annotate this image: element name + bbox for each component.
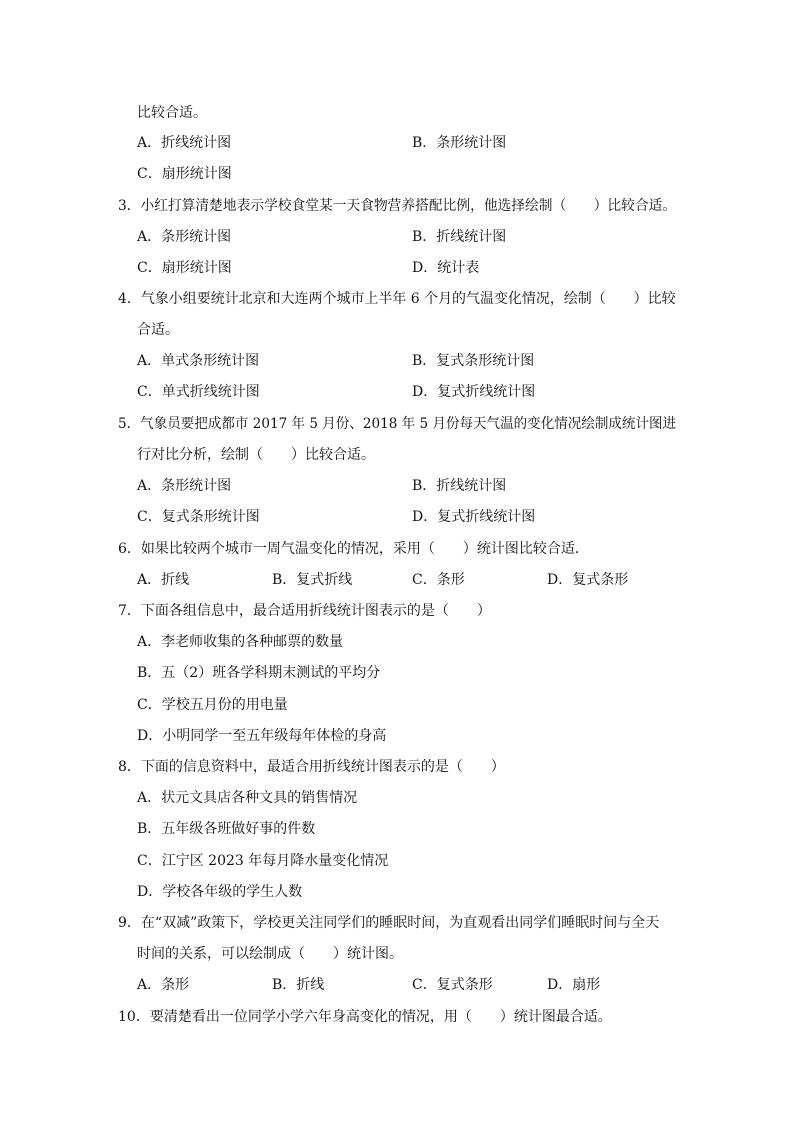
question-3-text: 3．小红打算清楚地表示学校食堂某一天食物营养搭配比例，他选择绘制（ ）比较合适。 bbox=[118, 198, 677, 214]
q3-option-a[interactable]: A．条形统计图 bbox=[137, 229, 232, 245]
question-4-line-1: 4．气象小组要统计北京和大连两个城市上半年 6 个月的气温变化情况，绘制（ ）比较 bbox=[118, 291, 676, 307]
q6-option-a[interactable]: A．折线 bbox=[137, 572, 190, 588]
q9-option-a[interactable]: A．条形 bbox=[137, 977, 190, 993]
question-7-text: 7．下面各组信息中，最合适用折线统计图表示的是（ ） bbox=[118, 603, 491, 619]
q8-option-d[interactable]: D．学校各年级的学生人数 bbox=[137, 884, 303, 900]
q5-option-c[interactable]: C．复式条形统计图 bbox=[137, 509, 260, 525]
q3-option-c[interactable]: C．扇形统计图 bbox=[137, 260, 232, 276]
continuation-text: 比较合适。 bbox=[137, 105, 207, 121]
q7-option-c[interactable]: C．学校五月份的用电量 bbox=[137, 697, 288, 713]
q3-option-d[interactable]: D．统计表 bbox=[412, 260, 480, 276]
q4-option-c[interactable]: C．单式折线统计图 bbox=[137, 384, 260, 400]
q7-option-a[interactable]: A．李老师收集的各种邮票的数量 bbox=[137, 634, 344, 650]
question-10-text: 10．要清楚看出一位同学小学六年身高变化的情况，用（ ）统计图最合适。 bbox=[118, 1009, 612, 1025]
prev-option-c[interactable]: C．扇形统计图 bbox=[137, 166, 232, 182]
question-5-line-1: 5．气象员要把成都市 2017 年 5 月份、2018 年 5 月份每天气温的变化情况绘制成统计图进 bbox=[118, 416, 677, 432]
q9-option-d[interactable]: D．扇形 bbox=[547, 977, 601, 993]
question-6-text: 6．如果比较两个城市一周气温变化的情况，采用（ ）统计图比较合适． bbox=[118, 541, 589, 557]
question-8-text: 8．下面的信息资料中，最适合用折线统计图表示的是（ ） bbox=[118, 759, 505, 775]
q5-option-d[interactable]: D．复式折线统计图 bbox=[412, 509, 536, 525]
prev-option-b[interactable]: B．条形统计图 bbox=[412, 135, 507, 151]
question-5-line-2: 行对比分析，绘制（ ）比较合适。 bbox=[137, 447, 375, 463]
question-9-line-2: 时间的关系，可以绘制成（ ）统计图。 bbox=[137, 946, 403, 962]
question-9-line-1: 9．在“双减”政策下，学校更关注同学们的睡眠时间，为直观看出同学们睡眠时间与全天 bbox=[118, 915, 660, 931]
q7-option-b[interactable]: B．五（2）班各学科期末测试的平均分 bbox=[137, 665, 381, 681]
question-4-line-2: 合适。 bbox=[137, 322, 179, 338]
q4-option-d[interactable]: D．复式折线统计图 bbox=[412, 384, 536, 400]
q6-option-c[interactable]: C．条形 bbox=[412, 572, 465, 588]
q9-option-b[interactable]: B．折线 bbox=[272, 977, 325, 993]
q6-option-b[interactable]: B．复式折线 bbox=[272, 572, 353, 588]
q8-option-a[interactable]: A．状元文具店各种文具的销售情况 bbox=[137, 790, 358, 806]
q7-option-d[interactable]: D．小明同学一至五年级每年体检的身高 bbox=[137, 728, 387, 744]
q4-option-a[interactable]: A．单式条形统计图 bbox=[137, 353, 260, 369]
prev-option-a[interactable]: A．折线统计图 bbox=[137, 135, 232, 151]
q3-option-b[interactable]: B．折线统计图 bbox=[412, 229, 507, 245]
q9-option-c[interactable]: C．复式条形 bbox=[412, 977, 493, 993]
q5-option-a[interactable]: A．条形统计图 bbox=[137, 478, 232, 494]
q8-option-c[interactable]: C．江宁区 2023 年每月降水量变化情况 bbox=[137, 853, 389, 869]
q8-option-b[interactable]: B．五年级各班做好事的件数 bbox=[137, 821, 316, 837]
q4-option-b[interactable]: B．复式条形统计图 bbox=[412, 353, 535, 369]
q6-option-d[interactable]: D．复式条形 bbox=[547, 572, 629, 588]
q5-option-b[interactable]: B．折线统计图 bbox=[412, 478, 507, 494]
